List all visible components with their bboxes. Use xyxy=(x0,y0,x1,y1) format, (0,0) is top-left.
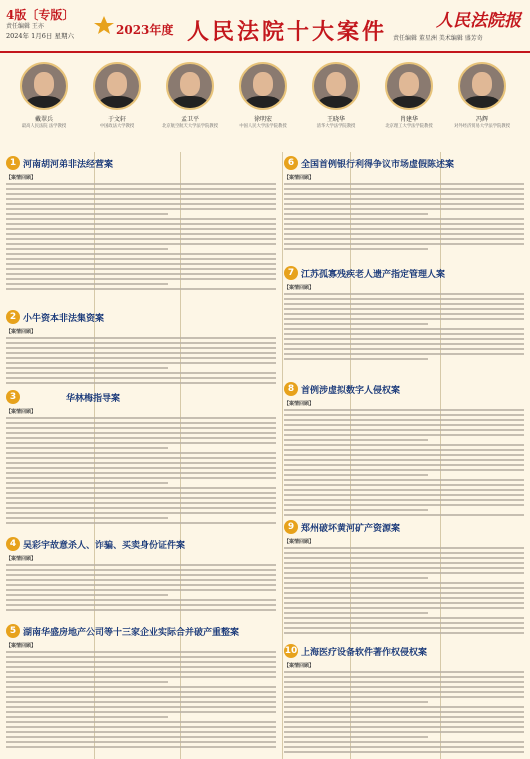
body-text-line xyxy=(6,447,168,449)
body-text-line xyxy=(284,328,524,330)
expert-avatar xyxy=(93,62,141,110)
expert-name: 肖建华 xyxy=(399,116,418,123)
case-section-label: 【案情回顾】 xyxy=(284,401,315,407)
body-text-line xyxy=(284,198,524,200)
body-text-line xyxy=(6,457,276,459)
body-text-line xyxy=(284,464,524,466)
body-text-line xyxy=(6,741,276,743)
expert-avatar xyxy=(239,62,287,110)
body-text-line xyxy=(6,248,168,250)
body-text-line xyxy=(6,599,276,601)
body-text-line xyxy=(284,671,524,673)
expert-title: 清华大学法学院教授 xyxy=(316,124,356,129)
case-title: 江苏孤寡残疾老人遗产指定管理人案 xyxy=(301,270,446,280)
body-text-line xyxy=(284,696,524,698)
body-text-line xyxy=(6,656,276,658)
body-text-line xyxy=(284,721,524,723)
body-text-line xyxy=(284,333,524,335)
body-text-line xyxy=(6,691,276,693)
body-text-line xyxy=(284,459,524,461)
body-text-line xyxy=(284,188,524,190)
body-text-line xyxy=(284,552,524,554)
expert-card xyxy=(373,62,445,129)
body-text-line xyxy=(284,343,524,345)
credits-line: 责任编辑 董星洲 美术编辑 盛芳奇 xyxy=(393,35,483,42)
case-block xyxy=(6,390,276,530)
expert-name: 孟卫平 xyxy=(180,116,199,123)
body-text-line xyxy=(6,347,276,349)
body-text-line xyxy=(284,479,524,481)
body-text-line xyxy=(284,706,524,708)
case-body xyxy=(284,284,524,366)
body-text-line xyxy=(284,582,524,584)
body-text-line xyxy=(284,607,524,609)
body-text-line xyxy=(6,203,276,205)
case-number: 2 xyxy=(6,310,20,324)
body-text-line xyxy=(284,686,524,688)
body-text-line xyxy=(284,612,428,614)
expert-title: 对外经济贸易大学法学院教授 xyxy=(454,124,510,129)
body-text-line xyxy=(284,409,524,411)
expert-panel xyxy=(0,56,530,152)
expert-name: 戴翠兵 xyxy=(34,116,53,123)
body-text-line xyxy=(6,278,276,280)
body-text-line xyxy=(284,353,524,355)
expert-avatar xyxy=(458,62,506,110)
case-body xyxy=(6,642,276,754)
body-text-line xyxy=(284,701,428,703)
case-section-label: 【案情回顾】 xyxy=(284,175,315,181)
body-text-line xyxy=(284,293,524,295)
body-text-line xyxy=(284,741,524,743)
body-text-line xyxy=(6,273,276,275)
body-text-line xyxy=(6,726,276,728)
body-text-line xyxy=(6,584,276,586)
case-number: 7 xyxy=(284,266,298,280)
body-text-line xyxy=(6,342,276,344)
body-text-line xyxy=(284,233,524,235)
case-body xyxy=(6,408,276,530)
body-text-line xyxy=(284,726,524,728)
body-text-line xyxy=(6,676,276,678)
body-text-line xyxy=(6,594,168,596)
case-block xyxy=(284,644,524,756)
case-section-label: 【案情回顾】 xyxy=(284,663,315,669)
case-number: 3 xyxy=(6,390,20,404)
expert-card xyxy=(8,62,80,129)
body-text-line xyxy=(6,213,168,215)
body-text-line xyxy=(284,208,524,210)
body-text-line xyxy=(6,651,276,653)
body-text-line xyxy=(6,696,276,698)
body-text-line xyxy=(6,661,276,663)
body-text-line xyxy=(6,462,276,464)
case-body xyxy=(6,555,276,617)
case-grid xyxy=(0,152,530,759)
body-text-line xyxy=(284,213,428,215)
body-text-line xyxy=(284,444,524,446)
body-text-line xyxy=(284,572,524,574)
body-text-line xyxy=(284,419,524,421)
body-text-line xyxy=(6,357,276,359)
case-block xyxy=(6,156,276,296)
body-text-line xyxy=(284,691,524,693)
case-title: 首例涉虚拟数字人侵权案 xyxy=(301,386,401,396)
case-block xyxy=(6,537,276,617)
body-text-line xyxy=(6,372,276,374)
body-text-line xyxy=(6,198,276,200)
body-text-line xyxy=(6,367,168,369)
body-text-line xyxy=(6,721,276,723)
body-text-line xyxy=(6,502,276,504)
body-text-line xyxy=(6,288,276,290)
body-text-line xyxy=(284,434,524,436)
body-text-line xyxy=(284,424,524,426)
body-text-line xyxy=(284,489,524,491)
body-text-line xyxy=(284,592,524,594)
body-text-line xyxy=(6,238,276,240)
body-text-line xyxy=(6,512,276,514)
body-text-line xyxy=(284,681,524,683)
expert-title: 中国政法大学教授 xyxy=(99,124,135,129)
body-text-line xyxy=(6,283,168,285)
body-text-line xyxy=(284,602,524,604)
body-text-line xyxy=(284,238,524,240)
column-divider xyxy=(282,152,283,759)
body-text-line xyxy=(284,414,524,416)
body-text-line xyxy=(284,193,524,195)
body-text-line xyxy=(284,617,524,619)
body-text-line xyxy=(284,562,524,564)
case-block xyxy=(284,156,524,256)
body-text-line xyxy=(284,313,524,315)
case-number: 10 xyxy=(284,646,298,656)
body-text-line xyxy=(284,597,524,599)
case-number: 6 xyxy=(284,156,298,170)
body-text-line xyxy=(6,362,276,364)
body-text-line xyxy=(284,298,524,300)
expert-card xyxy=(154,62,226,129)
body-text-line xyxy=(284,439,428,441)
body-text-line xyxy=(6,609,276,611)
body-text-line xyxy=(6,382,276,384)
body-text-line xyxy=(284,449,524,451)
case-block xyxy=(284,266,524,366)
expert-name: 王晓华 xyxy=(326,116,345,123)
body-text-line xyxy=(6,492,276,494)
case-block xyxy=(6,624,276,754)
body-text-line xyxy=(284,218,524,220)
body-text-line xyxy=(284,509,428,511)
award-trophy-icon xyxy=(94,16,114,34)
body-text-line xyxy=(6,228,276,230)
body-text-line xyxy=(284,567,524,569)
body-text-line xyxy=(6,574,276,576)
year-label: 2023年度 xyxy=(116,23,174,37)
body-text-line xyxy=(284,676,524,678)
page-header xyxy=(0,0,530,52)
case-section-label: 【案情回顾】 xyxy=(284,539,315,545)
body-text-line xyxy=(284,716,524,718)
body-text-line xyxy=(6,218,276,220)
body-text-line xyxy=(284,358,428,360)
body-text-line xyxy=(6,437,276,439)
body-text-line xyxy=(284,746,524,748)
body-text-line xyxy=(6,497,276,499)
body-text-line xyxy=(284,454,524,456)
expert-avatar xyxy=(20,62,68,110)
body-text-line xyxy=(284,348,524,350)
case-section-label: 【案情回顾】 xyxy=(6,329,37,335)
body-text-line xyxy=(284,627,524,629)
case-title: 河南胡河弟非法经营案 xyxy=(23,160,114,170)
case-section-label: 【案情回顾】 xyxy=(284,285,315,291)
body-text-line xyxy=(6,427,276,429)
body-text-line xyxy=(6,731,276,733)
body-text-line xyxy=(6,258,276,260)
body-text-line xyxy=(6,477,276,479)
case-section-label: 【案情回顾】 xyxy=(6,409,37,415)
case-title: 吴彩宇故意杀人、诈骗、买卖身份证件案 xyxy=(23,541,186,551)
body-text-line xyxy=(6,507,276,509)
editor-line: 责任编辑 王亦 xyxy=(6,23,44,30)
expert-name: 徐明宏 xyxy=(253,116,272,123)
case-title: 上海医疗设备软件著作权侵权案 xyxy=(301,648,428,658)
body-text-line xyxy=(6,243,276,245)
body-text-line xyxy=(284,751,524,753)
body-text-line xyxy=(6,442,276,444)
body-text-line xyxy=(284,183,524,185)
body-text-line xyxy=(6,686,276,688)
expert-name: 冯辉 xyxy=(475,116,488,123)
body-text-line xyxy=(284,731,524,733)
body-text-line xyxy=(6,487,276,489)
body-text-line xyxy=(284,318,524,320)
body-text-line xyxy=(6,517,168,519)
body-text-line xyxy=(284,469,524,471)
body-text-line xyxy=(284,323,428,325)
body-text-line xyxy=(6,268,276,270)
expert-card xyxy=(446,62,518,129)
expert-avatar xyxy=(385,62,433,110)
header-divider xyxy=(0,51,530,53)
case-number: 9 xyxy=(284,520,298,534)
case-body xyxy=(6,174,276,296)
body-text-line xyxy=(6,482,168,484)
body-text-line xyxy=(284,248,428,250)
body-text-line xyxy=(6,666,276,668)
case-body xyxy=(284,662,524,756)
expert-card xyxy=(81,62,153,129)
case-title: 湖南华盛房地产公司等十三家企业实际合并破产重整案 xyxy=(23,628,240,638)
case-section-label: 【案情回顾】 xyxy=(6,175,37,181)
case-title: 小牛资本非法集资案 xyxy=(23,314,105,324)
body-text-line xyxy=(6,579,276,581)
expert-name: 于文轩 xyxy=(107,116,126,123)
body-text-line xyxy=(284,203,524,205)
date-line: 2024年 1月6日 星期六 xyxy=(6,32,74,40)
case-title: 华林梅指导案 xyxy=(66,394,121,404)
body-text-line xyxy=(284,303,524,305)
body-text-line xyxy=(6,417,276,419)
body-text-line xyxy=(284,228,524,230)
body-text-line xyxy=(6,422,276,424)
body-text-line xyxy=(6,671,276,673)
body-text-line xyxy=(6,569,276,571)
body-text-line xyxy=(284,504,524,506)
body-text-line xyxy=(6,701,276,703)
expert-avatar xyxy=(166,62,214,110)
expert-avatar xyxy=(312,62,360,110)
body-text-line xyxy=(284,736,428,738)
case-body xyxy=(284,400,524,522)
case-number: 1 xyxy=(6,156,20,170)
expert-card xyxy=(227,62,299,129)
body-text-line xyxy=(284,622,524,624)
body-text-line xyxy=(284,484,524,486)
case-body xyxy=(6,328,276,388)
body-text-line xyxy=(6,522,276,524)
expert-title: 北京理工大学法学院教授 xyxy=(385,124,433,129)
body-text-line xyxy=(6,432,276,434)
body-text-line xyxy=(284,474,428,476)
case-section-label: 【案情回顾】 xyxy=(6,643,37,649)
body-text-line xyxy=(284,308,524,310)
case-number: 4 xyxy=(6,537,20,551)
body-text-line xyxy=(6,188,276,190)
body-text-line xyxy=(6,472,276,474)
body-text-line xyxy=(284,223,524,225)
body-text-line xyxy=(284,711,524,713)
page-title: 人民法院十大案件 xyxy=(187,19,388,45)
expert-card xyxy=(300,62,372,129)
body-text-line xyxy=(6,604,276,606)
case-title: 全国首例银行利得争议市场虚假陈述案 xyxy=(301,160,455,170)
body-text-line xyxy=(6,706,276,708)
body-text-line xyxy=(284,587,524,589)
masthead-logo: 人民法院报 xyxy=(436,11,521,31)
case-number: 8 xyxy=(284,382,298,396)
body-text-line xyxy=(6,736,276,738)
body-text-line xyxy=(284,243,524,245)
body-text-line xyxy=(6,377,276,379)
body-text-line xyxy=(6,452,276,454)
body-text-line xyxy=(284,429,524,431)
case-number: 5 xyxy=(6,624,20,638)
case-block xyxy=(284,520,524,640)
expert-title: 北京航空航天大学法学院教授 xyxy=(162,124,218,129)
body-text-line xyxy=(6,233,276,235)
body-text-line xyxy=(6,681,168,683)
body-text-line xyxy=(6,183,276,185)
case-block xyxy=(6,310,276,388)
expert-title: 最高人民法院 法学教授 xyxy=(21,124,67,129)
case-section-label: 【案情回顾】 xyxy=(6,556,37,562)
body-text-line xyxy=(6,352,276,354)
body-text-line xyxy=(6,711,276,713)
body-text-line xyxy=(6,716,168,718)
body-text-line xyxy=(284,557,524,559)
body-text-line xyxy=(284,494,524,496)
edition-label: 4版〔专版〕 xyxy=(6,8,75,22)
body-text-line xyxy=(6,208,276,210)
case-body xyxy=(284,174,524,256)
body-text-line xyxy=(6,564,276,566)
body-text-line xyxy=(6,193,276,195)
case-block xyxy=(284,382,524,522)
case-title: 郑州破坏黄河矿产资源案 xyxy=(301,524,401,534)
body-text-line xyxy=(6,253,276,255)
case-body xyxy=(284,538,524,640)
body-text-line xyxy=(6,467,276,469)
body-text-line xyxy=(6,263,276,265)
body-text-line xyxy=(284,338,524,340)
body-text-line xyxy=(284,499,524,501)
body-text-line xyxy=(284,514,524,516)
body-text-line xyxy=(6,223,276,225)
expert-title: 中国人民大学法学院教授 xyxy=(239,124,287,129)
body-text-line xyxy=(284,577,428,579)
body-text-line xyxy=(284,632,524,634)
body-text-line xyxy=(284,547,524,549)
body-text-line xyxy=(6,746,276,748)
body-text-line xyxy=(6,337,276,339)
body-text-line xyxy=(6,589,276,591)
